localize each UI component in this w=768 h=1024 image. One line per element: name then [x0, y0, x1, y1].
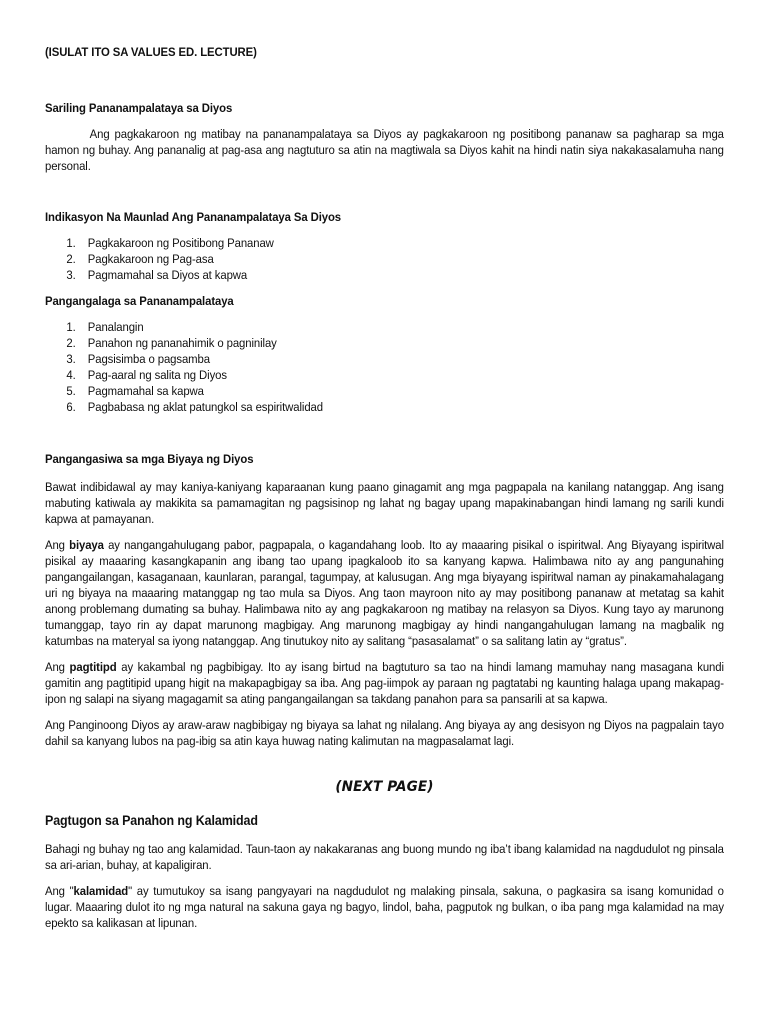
list-item — [45, 251, 724, 267]
list-number: 5. — [66, 384, 76, 398]
list-item-text: Pagsisimba o pagsamba — [87, 352, 210, 366]
list-item — [45, 399, 724, 415]
list-item — [45, 235, 724, 251]
document-title: (ISULAT ITO SA VALUES ED. LECTURE) — [45, 45, 257, 59]
text-run: Ang — [45, 538, 70, 552]
list-item-text: Pagmamahal sa Diyos at kapwa — [87, 268, 248, 282]
paragraph-bahagi-ng-buhay: Bahagi ng buhay ng tao ang kalamidad. Taun-taon ay nakakaranas ang buong mundo ng iba’t ibang kalamidad na nagdudulot ng pinsala sa ari-arian, buhay, at kapaligiran. — [45, 842, 724, 872]
list-item-text: Pagbabasa ng aklat patungkol sa espiritwalidad — [87, 400, 323, 414]
list-number: 3. — [66, 268, 76, 282]
section-heading-sariling-pananampalataya: Sariling Pananampalataya sa Diyos — [45, 101, 233, 115]
list-number: 1. — [66, 320, 76, 334]
document-body — [45, 44, 724, 931]
list-item-text: Pag-aaral ng salita ng Diyos — [87, 368, 227, 382]
list-item — [45, 367, 724, 383]
list-number: 2. — [66, 252, 76, 266]
paragraph-bawat-indibidwal: Bawat indibidawal ay may kaniya-kaniyang kaparaanan kung paano ginagamit ang mga pagpapala na kanilang natanggap. Ang isang mabuting katiwala ay makikita sa pamamagitan ng pagsisinop ng lahat ng bagay upang mapakinabangan hindi lamang ng sarili kundi kapwa at pamayanan. — [45, 480, 724, 526]
list-item — [45, 335, 724, 351]
text-run: " ay tumutukoy sa isang pangyayari na nagdudulot ng malaking pinsala, sakuna, o pagkasira sa isang komunidad o lugar. Maaaring dulot ito ng mga natural na sakuna gaya ng bagyo, lindol, baha, pagputok ng bulkan, o iba pang mga kalamidad na may epekto sa kalikasan at lipunan. — [45, 884, 724, 930]
list-item-text: Panahon ng pananahimik o pagninilay — [87, 336, 277, 350]
list-pangangalaga — [45, 319, 724, 415]
list-number: 2. — [66, 336, 76, 350]
paragraph-panginoong-diyos: Ang Panginoong Diyos ay araw-araw nagbibigay ng biyaya sa lahat ng nilalang. Ang biyaya ay ang desisyon ng Diyos na pagpalain tayo dahil sa kanyang lubos na pag-ibig sa atin kaya huwag nating kalimutan na magpasalamat lagi. — [45, 718, 724, 748]
keyword-kalamidad: kalamidad — [73, 884, 129, 898]
list-item-text: Panalangin — [87, 320, 144, 334]
list-item-text: Pagkakaroon ng Pag-asa — [87, 252, 214, 266]
text-run: ay kakambal ng pagbibigay. Ito ay isang birtud na bagtuturo sa tao na hindi lamang mamuhay nang masagana kundi gamitin ang pagtitipid upang higit na makapagbigay sa iba. Ang pag-iimpok ay paraan ng pagtatabi ng kaunting halaga upang makapag-ipon ng salapi na siyang magagamit sa ating pangangailangan sa takdang panahon para sa pansarili at sa kapwa. — [45, 660, 724, 706]
keyword-biyaya: biyaya — [69, 538, 104, 552]
list-item-text: Pagkakaroon ng Positibong Pananaw — [87, 236, 274, 250]
list-item — [45, 267, 724, 283]
list-item — [45, 319, 724, 335]
paragraph-sariling-pananampalataya: Ang pagkakaroon ng matibay na pananampalataya sa Diyos ay pagkakaroon ng positibong pananaw sa pagharap sa mga hamon ng buhay. Ang pananalig at pag-asa ang nagtuturo sa atin na magtiwala sa Diyos kahit na hindi natin siya nakakasalamuha nang personal. — [45, 127, 724, 173]
section-heading-indikasyon: Indikasyon Na Maunlad Ang Pananampalataya Sa Diyos — [45, 210, 342, 224]
list-indikasyon — [45, 235, 724, 283]
paragraph-biyaya — [45, 537, 724, 649]
list-item — [45, 383, 724, 399]
text-run: Ang " — [45, 884, 74, 898]
next-page-marker: (NEXT PAGE) — [335, 778, 434, 795]
text-run: ay nangangahulugang pabor, pagpapala, o kagandahang loob. Ito ay maaaring pisikal o ispiritwal. Ang Biyayang ispiritwal pisikal ay maaaring kasangkapanin ang ibang tao upang ipagkaloob ito sa kanyang kapwa. Halimbawa nito ay ang pangunahing pangangailangan, kasaganaan, kaunlaran, parangal, tagumpay, at kalusugan. Ang mga biyayang ispiritwal naman ay pinakamahalagang uri ng biyaya na maaaring matanggap ng tao mula sa Diyos. Ang taon mayroon nito ay may positibong pananaw at metatag sa kahit anong problemang dumating sa buhay. Halimbawa nito ay ang pagkakaroon ng matibay na relasyon sa Diyos. Kung tayo ay marunong tumanggap, tayo rin ay dapat marunong magbigay. Ang marunong magbigay ay hindi nangangahulugan lamang na magbalik ng katumbas na materyal sa iyong natanggap. Ang tinutukoy nito ay salitang “pasasalamat” o sa salitang latin ay “gratus”. — [45, 538, 724, 648]
list-number: 1. — [66, 236, 76, 250]
list-number: 4. — [66, 368, 76, 382]
section-heading-pagtugon-kalamidad: Pagtugon sa Panahon ng Kalamidad — [45, 813, 258, 828]
list-number: 3. — [66, 352, 76, 366]
keyword-pagtitipid: pagtitipd — [69, 660, 117, 674]
list-number: 6. — [66, 400, 76, 414]
paragraph-pagtitipid — [45, 659, 724, 707]
section-heading-pangangasiwa: Pangangasiwa sa mga Biyaya ng Diyos — [45, 452, 254, 466]
list-item-text: Pagmamahal sa kapwa — [87, 384, 204, 398]
list-item — [45, 351, 724, 367]
text-run: Ang — [45, 660, 70, 674]
section-heading-pangangalaga: Pangangalaga sa Pananampalataya — [45, 294, 234, 308]
paragraph-kalamidad-definition — [45, 883, 724, 931]
